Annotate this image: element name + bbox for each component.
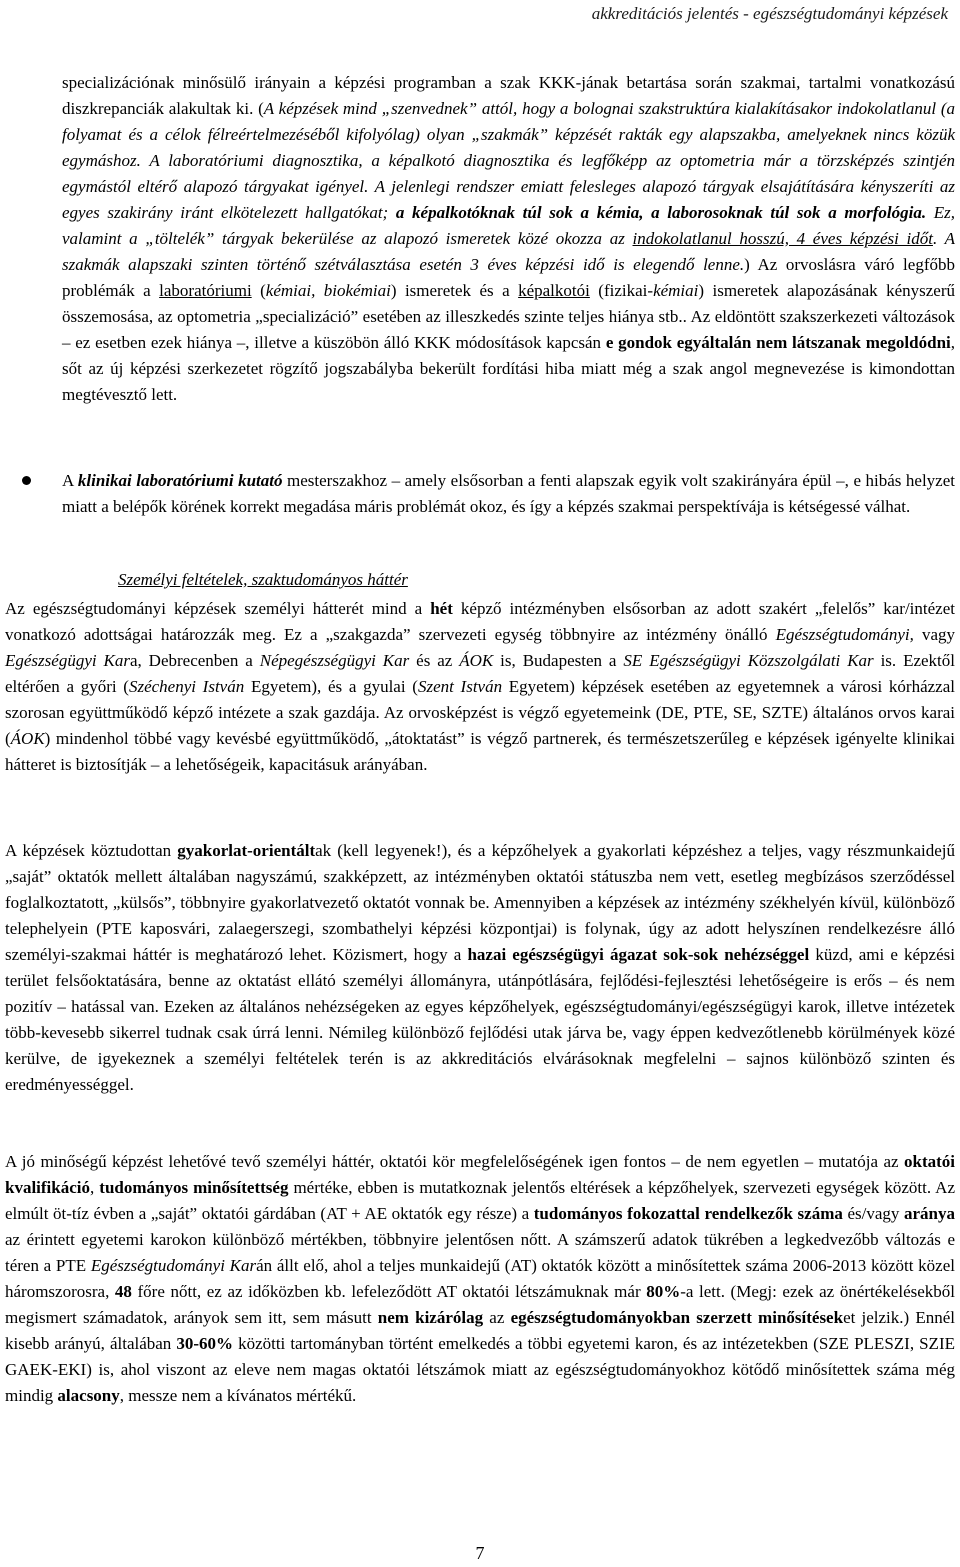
paragraph-clinical-lab: A klinikai laboratóriumi kutató mesterszakhoz – amely elsősorban a fenti alapszak egyik volt szakirányára épül –, e hibás helyzet miatt a belépők körének korrekt megadása máris problémát okoz, és így a képzés szakmai perspektívája is kétségessé válhat. [62, 471, 955, 516]
paragraph-qualification: A jó minőségű képzést lehetővé tevő személyi háttér, oktatói kör megfelelőségének igen fontos – de nem egyetlen – mutatója az oktatói kvalifikáció, tudományos minősítettség mértéke, ebben is mutatkoznak jelentős eltérések a képzőhelyek, szervezeti egységek között. Az elmúlt öt-tíz évben a „saját” oktatói gárdában (AT + AE oktatók egy része) a tudományos fokozattal rendelkezők száma és/vagy aránya az érintett egyetemi karokon különböző mértékben, többnyire jelentősen nőtt. A számszerű adatok tükrében a legkedvezőbb változás e téren a PTE Egészségtudományi Karán állt elő, ahol a teljes munkaidejű (AT) oktatók között a minősítettek száma 2006-2013 között közel háromszorosra, 48 főre nőtt, ez az időközben kb. lefeleződött AT oktatói létszámuknak már 80%-a lett. (Megj: ezek az önértékelésekből megismert számadatok, arányok sem itt, sem másutt nem kizárólag az egészségtudományokban szerzett minősítéseket jelzik.) Ennél kisebb arányú, általában 30-60% közötti tartományban történt emelkedés a többi egyetemi karon, és az intézetekben (SZE PLESZI, SZIE GAEK-EKI) is, ahol viszont az eleve nem magas oktatói létszámok miatt az egészségtudományokhoz kötődő minősítettek száma még mindig alacsony, messze nem a kívánatos mértékű. [5, 1152, 956, 1405]
paragraph-specialization: specializációnak minősülő irányain a képzési programban a szak KKK-jának betartása során szakmai, tartalmi vonatkozású diszkrepanciák alakultak ki. (A képzések mind „szenvednek” attól, hogy a bolognai szakstruktúra kialakításakor indokolatlanul (a folyamat és a célok félreértelmezéséből kifolyólag) olyan „szakmák” képzését rakták egy alapszakba, amelyeknek nincs közük egymáshoz. A laboratóriumi diagnosztika, a képalkotó diagnosztika és legfőképp az optometria már a törzsképzés szintjén egymástól eltérő alapozó tárgyakat igényel. A jelenlegi rendszer emiatt felesleges alapozó tárgyak elsajátítására kényszeríti az egyes szakirány iránt elkötelezett hallgatókat; a képalkotóknak túl sok a kémia, a laborosoknak túl sok a morfológia. Ez, valamint a „töltelék” tárgyak bekerülése az alapozó ismeretek közé okozza az indokolatlanul hosszú, 4 éves képzési időt. A szakmák alapszaki szinten történő szétválasztása esetén 3 éves képzési idő is elegendő lenne.) Az orvoslásra váró legfőbb problémák a laboratóriumi (kémiai, biokémiai) ismeretek és a képalkotói (fizikai-kémiai) ismeretek alapozásának kényszerű összemosása, az optometria „specializáció” esetében az illeszkedés szinte teljes hiánya stb.. Az eldöntött szakszerkezeti változások – ez esetben ezek hiánya –, illetve a küszöbön álló KKK módosítások kapcsán e gondok egyáltalán nem látszanak megoldódni, sőt az új képzési szerkezetet rögzítő jogszabályba bekerült fordítási hiba miatt még a szak angol megnevezése is kimondottan megtévesztő lett. [62, 73, 956, 404]
page-number: 7 [475, 1543, 485, 1563]
section-heading: Személyi feltételek, szaktudományos háttér [118, 570, 408, 589]
paragraph-practical: A képzések köztudottan gyakorlat-orientáltak (kell legyenek!), és a képzőhelyek a gyakorlati képzéshez a teljes, vagy részmunkaidejű „saját” oktatók mellett általában nagyszámú, szakképzett, az intézményben oktatói státuszba nem vett, esetleg megbízásos szerződéssel foglalkoztatott, „külsős”, többnyire gyakorlatvezető oktatót vonnak be. Amennyiben a képzések az intézmény székhelyén kívül, különböző telephelyein (PTE kaposvári, zalaegerszegi, szombathelyi képzési központjai) is folynak, úgy az adott helyszínen rendelkezésre álló személyi-szakmai háttér is meghatározó lehet. Közismert, hogy a hazai egészségügyi ágazat sok-sok nehézséggel küzd, ami e képzési terület felsőoktatására, benne az oktatást ellátó személyi állományra, utánpótlására, fejlődési-fejlesztési lehetőségeire is erős – és nem pozitív – hatással van. Ezeken az általános nehézségeken az egyes képzőhelyek, egészségtudományi/egészségügyi karok, illetve intézetek több-kevesebb sikerrel tudnak csak úrrá lenni. Némileg különböző fejlődési utak járva be, vagy éppen kedvezőtlenebb körülmények közé kerülve, de igyekeznek a személyi feltételek terén is az akkreditációs elvárásoknak megfelelni – sajnos különböző szinten és eredményességgel. [5, 841, 955, 1094]
running-header: akkreditációs jelentés - egészségtudományi képzések [591, 4, 948, 23]
paragraph-personnel: Az egészségtudományi képzések személyi hátterét mind a hét képző intézményben elsősorban az adott szakért „felelős” kar/intézet vonatkozó adottságai határozzák meg. Ez a „szakgazda” szervezeti egység többnyire az intézmény önálló Egészségtudományi, vagy Egészségügyi Kara, Debrecenben a Népegészségügyi Kar és az ÁOK is, Budapesten a SE Egészségügyi Közszolgálati Kar is. Ezektől eltérően a győri (Széchenyi István Egyetem), és a gyulai (Szent István Egyetem) képzések esetében az egyetemnek a városi kórházzal szorosan együttműködő képző intézete a szak gazdája. Az orvosképzést is végző egyetemeink (DE, PTE, SE, SZTE) általános orvos karai (ÁOK) mindenhol többé vagy kevésbé együttműködő, „átoktatást” is végző partnerek, és természetszerűleg e képzések igényelte klinikai hátteret is biztosítják – a lehetőségeik, kapacitásuk arányában. [5, 599, 956, 774]
bullet-point [22, 476, 31, 485]
